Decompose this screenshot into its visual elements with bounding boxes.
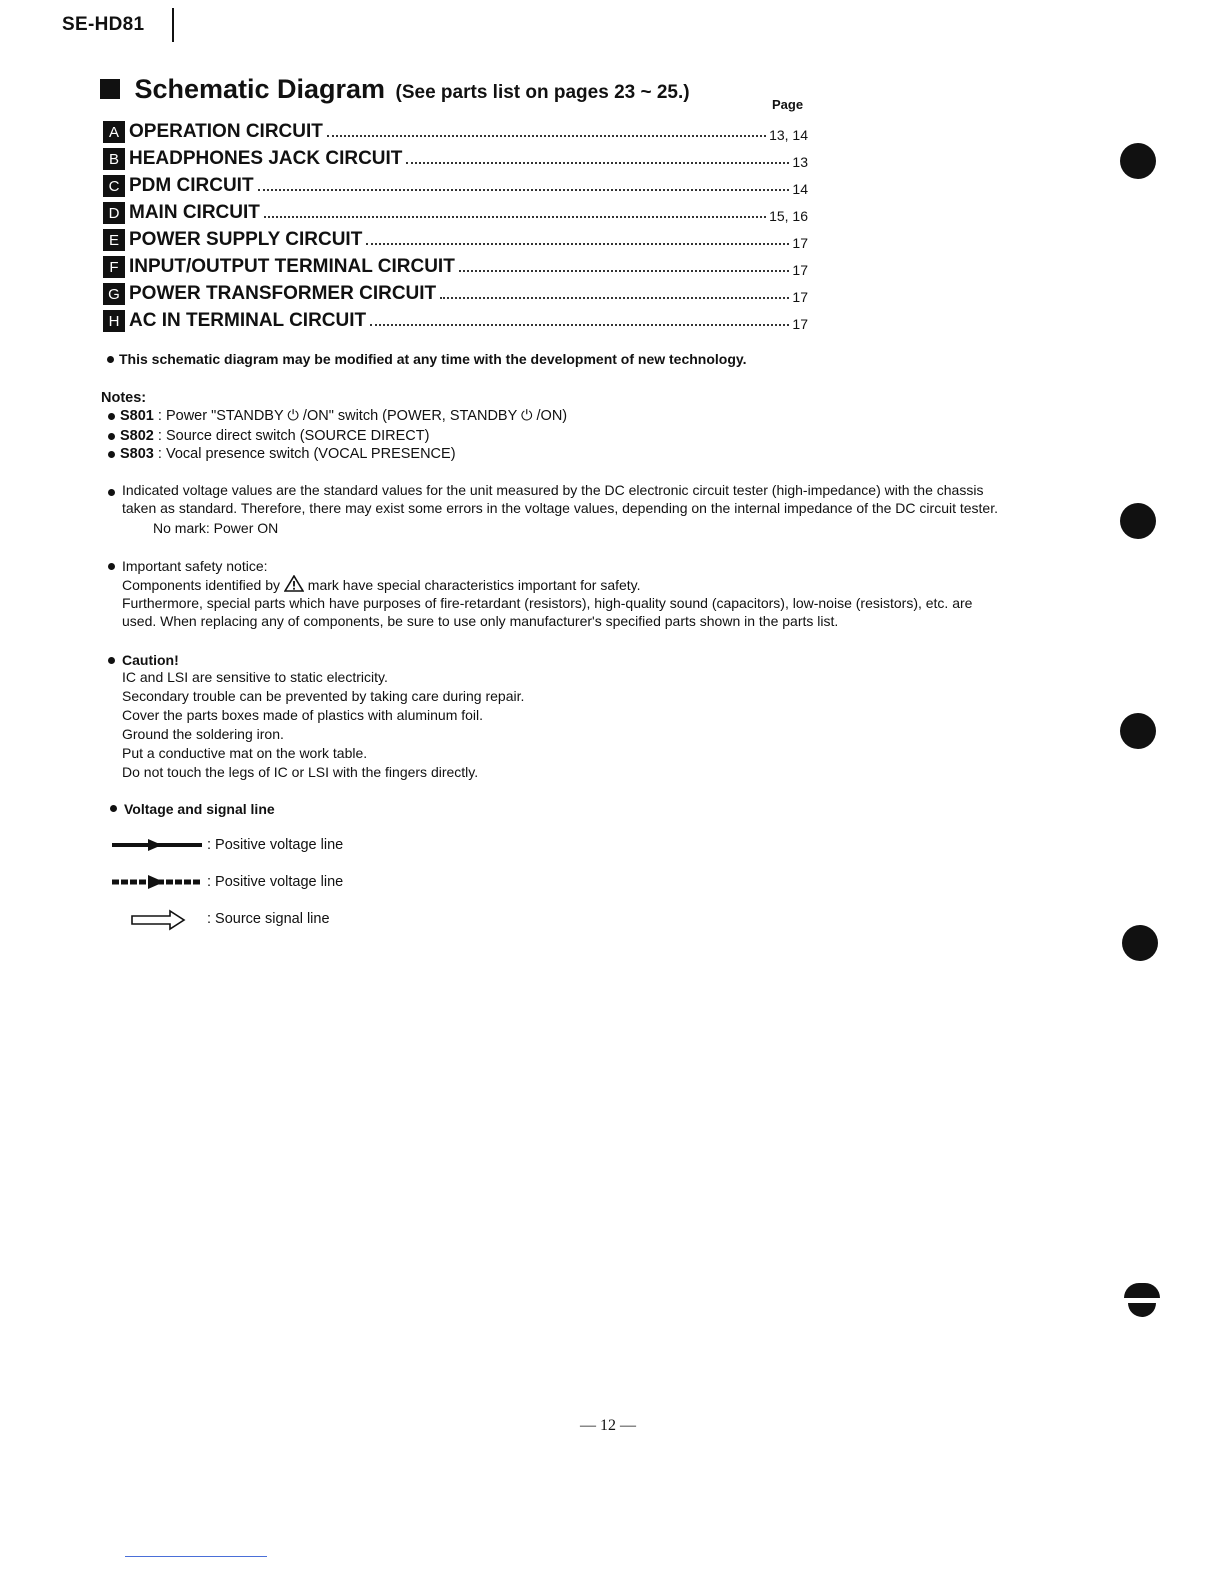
toc-leader bbox=[258, 189, 790, 191]
toc-row[interactable] bbox=[103, 251, 808, 278]
legend-heading: Voltage and signal line bbox=[124, 801, 275, 817]
safety-line2: Furthermore, special parts which have purposes of fire-retardant (resistors), high-quality sound (capacitors), low-noise (resistors), etc. are bbox=[122, 595, 973, 611]
caution-line: Cover the parts boxes made of plastics with aluminum foil. bbox=[122, 707, 484, 723]
toc-leader bbox=[370, 324, 789, 326]
toc-page: 17 bbox=[792, 235, 808, 251]
switch-desc: : Power "STANDBY ⏻ /ON" switch (POWER, STANDBY ⏻ /ON) bbox=[157, 408, 568, 424]
voltage-note-line2: taken as standard. Therefore, there may exist some errors in the voltage values, depending on the internal impedance of the DC circuit tester. bbox=[122, 500, 998, 516]
solid-arrow-line-icon bbox=[112, 838, 204, 852]
toc-label: POWER TRANSFORMER CIRCUIT bbox=[129, 283, 437, 304]
voltage-note-line1: Indicated voltage values are the standard values for the unit measured by the DC electronic circuit tester (high-impedance) with the chassis bbox=[122, 482, 984, 498]
toc-label: INPUT/OUTPUT TERMINAL CIRCUIT bbox=[129, 256, 455, 277]
toc-row[interactable] bbox=[103, 197, 808, 224]
page-number: — 12 — bbox=[580, 1417, 636, 1434]
toc-label: PDM CIRCUIT bbox=[129, 175, 254, 196]
toc-letter-badge: G bbox=[103, 283, 125, 305]
safety-line3: used. When replacing any of components, be sure to use only manufacturer's specified parts shown in the parts list. bbox=[122, 613, 839, 629]
bullet-icon bbox=[108, 489, 115, 496]
hollow-arrow-icon bbox=[130, 909, 186, 931]
toc-page: 13, 14 bbox=[769, 127, 808, 143]
binder-hole-icon bbox=[1120, 713, 1156, 749]
switch-desc: : Source direct switch (SOURCE DIRECT) bbox=[157, 428, 430, 444]
toc-page: 17 bbox=[792, 316, 808, 332]
switch-id: S803 bbox=[120, 446, 154, 462]
dashed-arrow-line-icon bbox=[112, 875, 204, 889]
toc-label: HEADPHONES JACK CIRCUIT bbox=[129, 148, 403, 169]
model-number: SE-HD81 bbox=[62, 14, 145, 35]
toc-label: AC IN TERMINAL CIRCUIT bbox=[129, 310, 367, 331]
bullet-icon bbox=[108, 563, 115, 570]
caution-line: Do not touch the legs of IC or LSI with the fingers directly. bbox=[122, 764, 479, 780]
toc-label: MAIN CIRCUIT bbox=[129, 202, 260, 223]
toc-label: POWER SUPPLY CIRCUIT bbox=[129, 229, 363, 250]
switch-desc: : Vocal presence switch (VOCAL PRESENCE) bbox=[157, 446, 456, 462]
bullet-icon bbox=[108, 657, 115, 664]
toc-letter-badge: B bbox=[103, 148, 125, 170]
toc-label: OPERATION CIRCUIT bbox=[129, 121, 323, 142]
safety-line1-text: mark have special characteristics important for safety. bbox=[307, 577, 641, 593]
caution-line: Secondary trouble can be prevented by taking care during repair. bbox=[122, 688, 525, 704]
bullet-icon bbox=[110, 805, 117, 812]
safety-heading: Important safety notice: bbox=[122, 558, 268, 574]
caution-heading: Caution! bbox=[122, 652, 179, 668]
switch-note bbox=[120, 445, 456, 463]
bullet-icon bbox=[107, 356, 114, 363]
binder-hole-icon bbox=[1120, 143, 1156, 179]
toc-leader bbox=[440, 297, 789, 299]
safety-line1-text: Components identified by bbox=[122, 577, 280, 593]
toc-letter-badge: H bbox=[103, 310, 125, 332]
notes-heading: Notes: bbox=[101, 390, 147, 406]
page-column-label: Page bbox=[772, 97, 804, 112]
toc-leader bbox=[264, 216, 766, 218]
binder-hole-icon bbox=[1120, 503, 1156, 539]
footer-rule bbox=[125, 1556, 267, 1557]
warning-triangle-icon bbox=[284, 575, 304, 592]
legend-label: : Positive voltage line bbox=[207, 874, 344, 890]
toc-leader bbox=[459, 270, 790, 272]
toc-row[interactable] bbox=[103, 305, 808, 332]
toc-leader bbox=[406, 162, 789, 164]
section-title bbox=[100, 74, 690, 105]
switch-id: S802 bbox=[120, 428, 154, 444]
binder-hole-split-icon bbox=[1124, 1283, 1160, 1319]
caution-line: IC and LSI are sensitive to static electricity. bbox=[122, 669, 388, 685]
bullet-icon bbox=[108, 413, 115, 420]
header-divider bbox=[172, 8, 174, 42]
toc-row[interactable] bbox=[103, 224, 808, 251]
toc-letter-badge: C bbox=[103, 175, 125, 197]
title-subtitle: (See parts list on pages 23 ~ 25.) bbox=[395, 82, 690, 103]
title-main: Schematic Diagram bbox=[134, 74, 386, 104]
toc-page: 15, 16 bbox=[769, 208, 808, 224]
circuit-index bbox=[103, 116, 808, 332]
modification-note: This schematic diagram may be modified at any time with the development of new technology. bbox=[119, 351, 747, 367]
toc-row[interactable] bbox=[103, 143, 808, 170]
voltage-note-line3: No mark: Power ON bbox=[153, 520, 279, 536]
switch-note bbox=[120, 427, 429, 445]
toc-row[interactable] bbox=[103, 170, 808, 197]
toc-leader bbox=[327, 135, 766, 137]
toc-row[interactable] bbox=[103, 116, 808, 143]
toc-letter-badge: E bbox=[103, 229, 125, 251]
toc-page: 14 bbox=[792, 181, 808, 197]
toc-letter-badge: F bbox=[103, 256, 125, 278]
caution-line: Put a conductive mat on the work table. bbox=[122, 745, 368, 761]
legend-label: : Source signal line bbox=[207, 911, 330, 927]
toc-row[interactable] bbox=[103, 278, 808, 305]
legend-label: : Positive voltage line bbox=[207, 837, 344, 853]
switch-id: S801 bbox=[120, 408, 154, 424]
safety-line1 bbox=[122, 575, 641, 594]
binder-hole-icon bbox=[1122, 925, 1158, 961]
toc-leader bbox=[366, 243, 789, 245]
toc-page: 17 bbox=[792, 262, 808, 278]
bullet-icon bbox=[108, 433, 115, 440]
bullet-icon bbox=[108, 451, 115, 458]
toc-page: 17 bbox=[792, 289, 808, 305]
title-square-icon bbox=[100, 79, 120, 99]
caution-line: Ground the soldering iron. bbox=[122, 726, 284, 742]
switch-note bbox=[120, 407, 567, 425]
toc-page: 13 bbox=[792, 154, 808, 170]
toc-letter-badge: A bbox=[103, 121, 125, 143]
toc-letter-badge: D bbox=[103, 202, 125, 224]
